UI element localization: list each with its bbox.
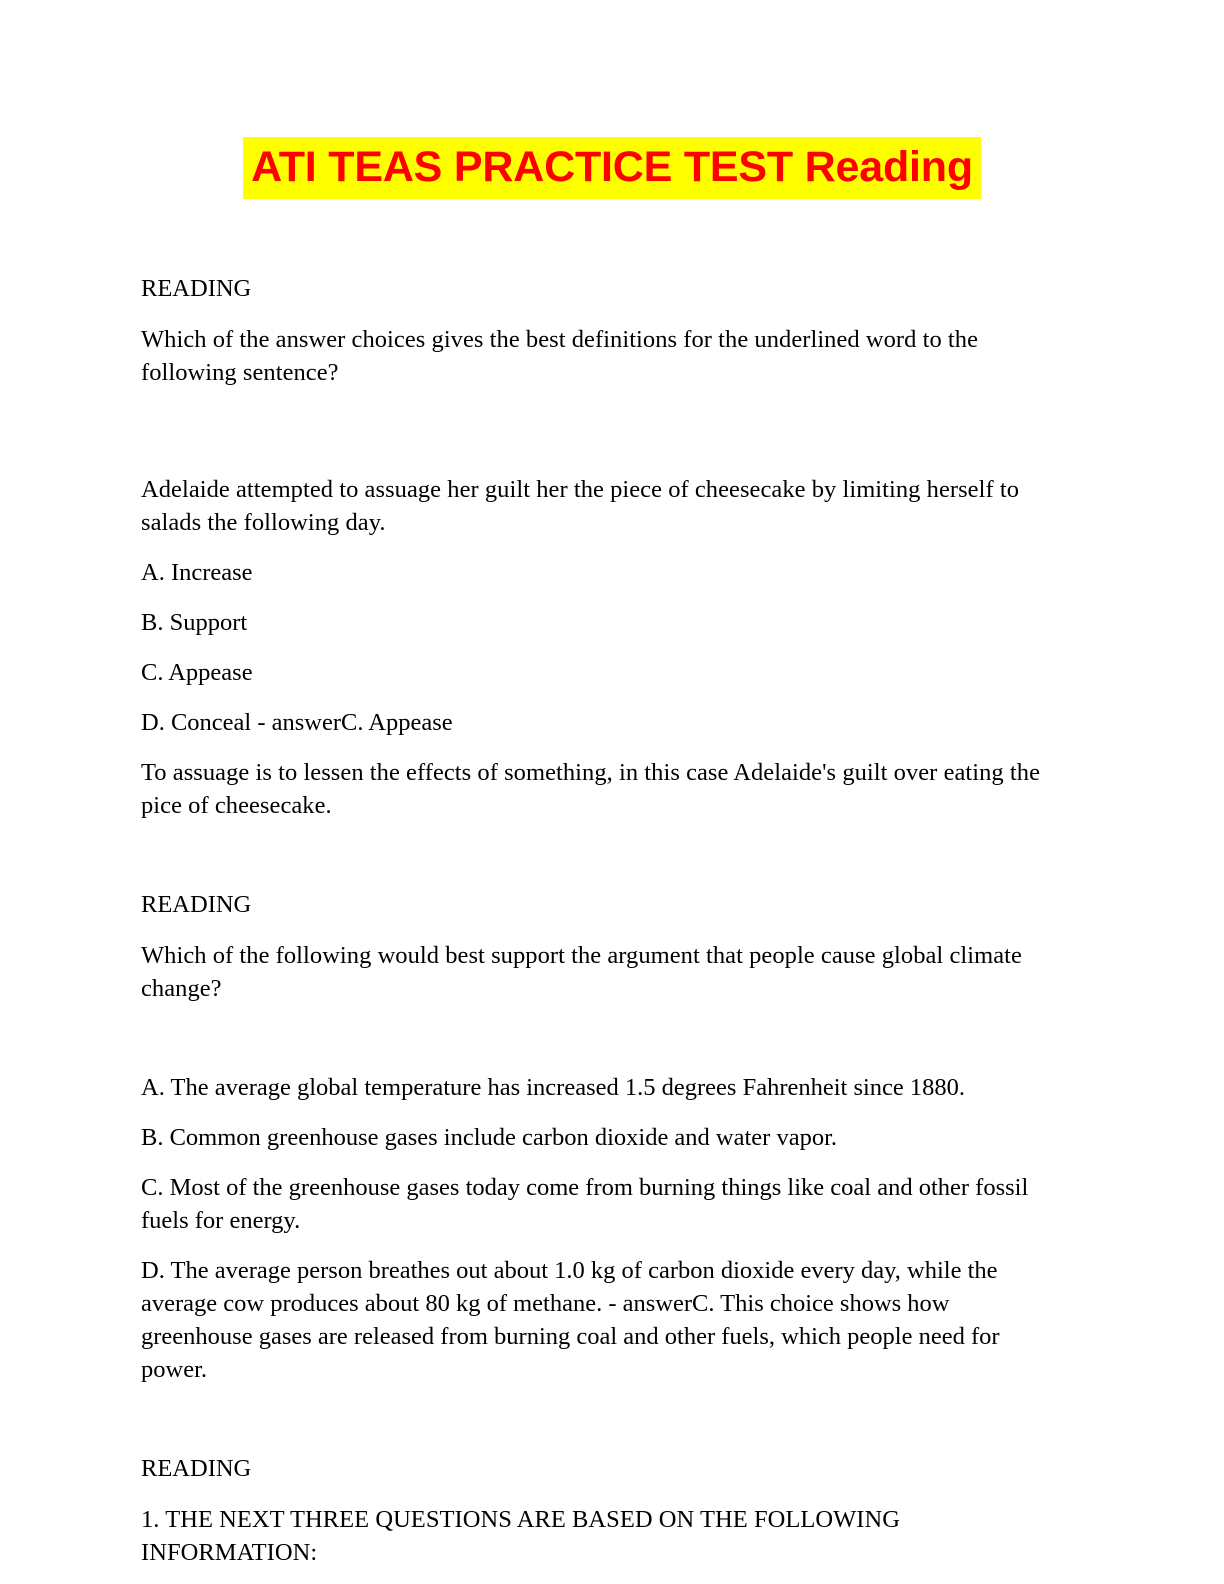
question-text-2: Which of the following would best support the argument that people cause global climate change? <box>141 942 1022 1002</box>
answer-explanation-1: To assuage is to lessen the effects of something, in this case Adelaide's guilt over eating the pice of cheesecake. <box>141 759 1040 819</box>
passage-text-1: Adelaide attempted to assuage her guilt her the piece of cheesecake by limiting herself to salads the following day. <box>141 476 1019 536</box>
spacer <box>141 1237 1049 1254</box>
spacer <box>141 1386 1049 1452</box>
section-label-reading-1: READING <box>141 275 252 302</box>
answer-choice-b-1[interactable]: B. Support <box>141 609 248 636</box>
answer-choice-d-2[interactable]: D. The average person breathes out about 1.0 kg of carbon dioxide every day, while the average cow produces about 80 kg of methane. - answerC. This choice shows how greenhouse gases are released from burning coal and other fuels, which people need for power. <box>141 1257 1000 1383</box>
answer-choice-c-2[interactable]: C. Most of the greenhouse gases today come from burning things like coal and other fossil fuels for energy. <box>141 1174 1029 1234</box>
spacer <box>141 739 1049 756</box>
section-label-reading-2: READING <box>141 891 252 918</box>
answer-choice-d-1[interactable]: D. Conceal - answerC. Appease <box>141 709 453 736</box>
answer-choice-b-2[interactable]: B. Common greenhouse gases include carbon dioxide and water vapor. <box>141 1124 838 1151</box>
spacer <box>141 1154 1049 1171</box>
spacer <box>141 1005 1049 1071</box>
spacer <box>141 1104 1049 1121</box>
page-title: ATI TEAS PRACTICE TEST Reading <box>243 137 981 199</box>
spacer <box>141 822 1049 888</box>
section-label-reading-3: READING <box>141 1455 252 1482</box>
spacer <box>141 539 1049 556</box>
answer-choice-c-1[interactable]: C. Appease <box>141 659 253 686</box>
spacer <box>141 921 1049 939</box>
spacer <box>141 305 1049 323</box>
question-text-1: Which of the answer choices gives the best definitions for the underlined word to the following sentence? <box>141 326 979 386</box>
spacer <box>141 589 1049 606</box>
answer-choice-a-1[interactable]: A. Increase <box>141 559 253 586</box>
spacer <box>141 689 1049 706</box>
spacer <box>141 1485 1049 1503</box>
answer-choice-a-2[interactable]: A. The average global temperature has increased 1.5 degrees Fahrenheit since 1880. <box>141 1074 966 1101</box>
title-row <box>0 137 1224 199</box>
spacer <box>141 389 1049 473</box>
question-text-3: 1. THE NEXT THREE QUESTIONS ARE BASED ON THE FOLLOWING INFORMATION: <box>141 1506 901 1566</box>
document-body <box>141 272 1049 1569</box>
spacer <box>141 639 1049 656</box>
